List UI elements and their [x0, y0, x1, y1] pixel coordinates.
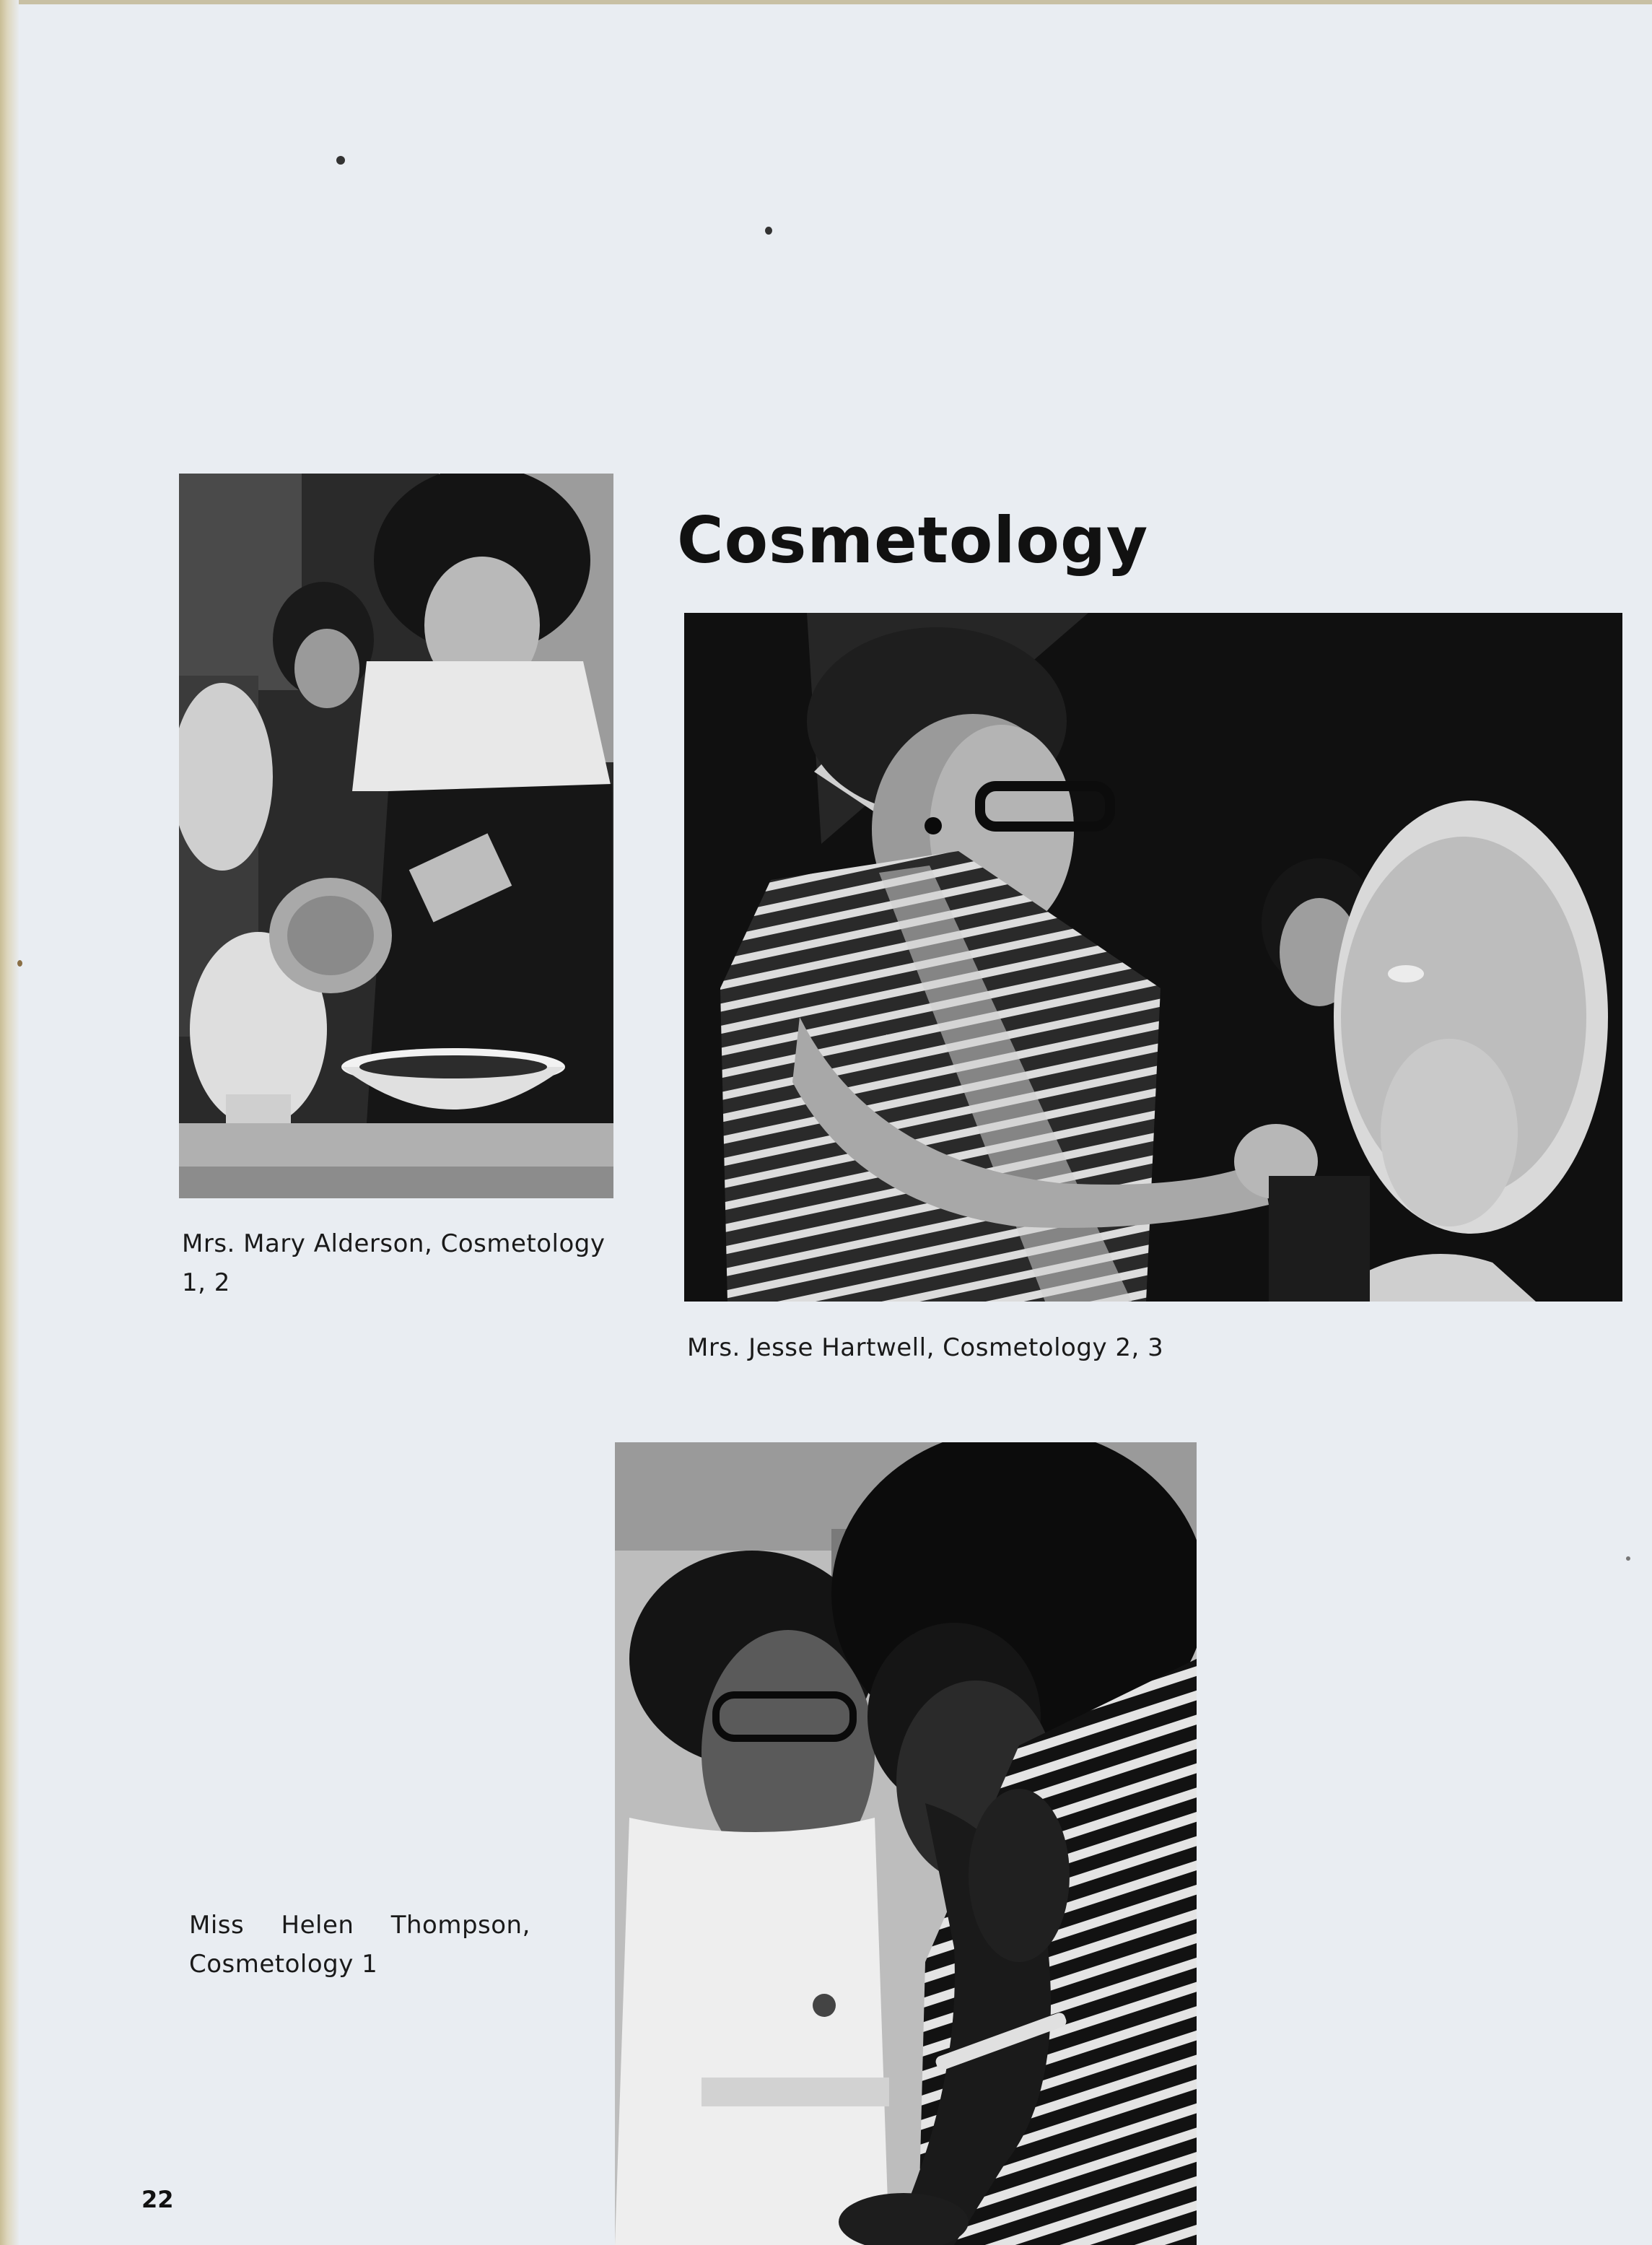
paper-speck: [1626, 1556, 1630, 1561]
caption-mary-alderson: Mrs. Mary Alderson, Cosmetology 1, 2: [182, 1229, 606, 1297]
page-binding-edge: [0, 0, 19, 2245]
photo-helen-thompson-image: [615, 1442, 1197, 2245]
paper-speck: [765, 227, 772, 235]
photo-helen-thompson: [615, 1442, 1197, 2245]
caption-helen-thompson-line1: Miss Helen Thompson,: [189, 1911, 530, 1940]
photo-mary-alderson-image: [179, 474, 613, 1198]
photo-jesse-hartwell: [684, 613, 1622, 1302]
page-top-edge: [0, 0, 1652, 4]
caption-jesse-hartwell: Mrs. Jesse Hartwell, Cosmetology 2, 3: [687, 1333, 1164, 1362]
caption-helen-thompson-line2: Cosmetology 1: [189, 1950, 378, 1979]
photo-jesse-hartwell-image: [684, 613, 1622, 1302]
paper-speck: [336, 156, 345, 165]
page-title: Cosmetology: [677, 502, 1149, 577]
caption-helen-thompson: [189, 1906, 550, 1984]
photo-mary-alderson: [179, 474, 613, 1198]
page-number: 22: [141, 2186, 174, 2213]
paper-speck: [17, 960, 22, 967]
